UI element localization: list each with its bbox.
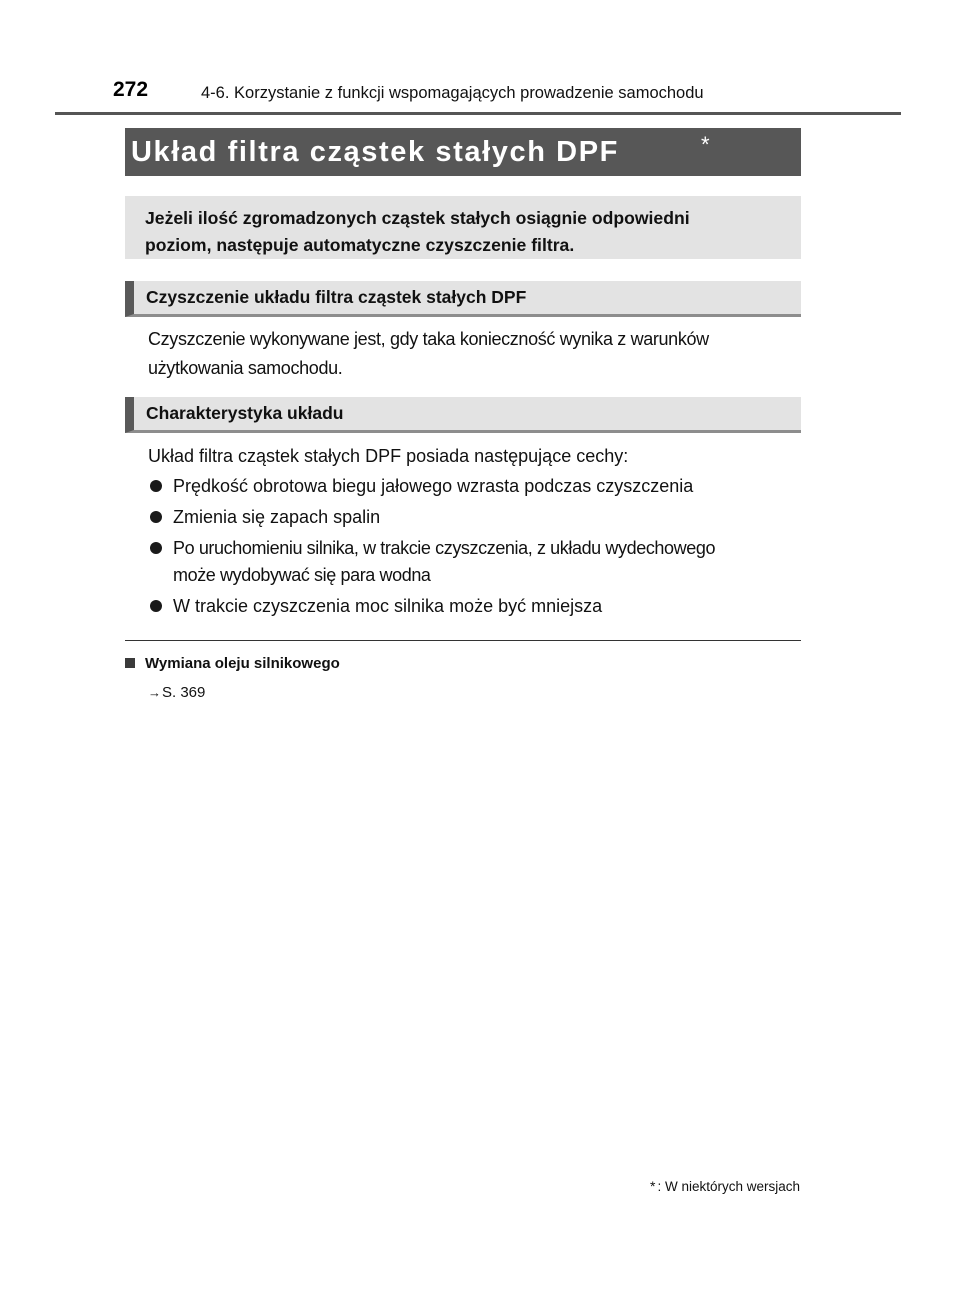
- footnote: [650, 1178, 800, 1194]
- section-text-cleaning: [148, 325, 808, 383]
- list-item-text: Prędkość obrotowa biegu jałowego wzrasta podczas czyszczenia: [173, 476, 694, 496]
- list-item-text: W trakcie czyszczenia moc silnika może być mniejsza: [173, 596, 603, 616]
- note-reference: [148, 684, 205, 701]
- bullet-icon: [150, 600, 162, 612]
- list-item: [148, 504, 818, 531]
- header-rule: [55, 112, 901, 115]
- title-asterisk-icon: *: [701, 132, 710, 157]
- list-item: [148, 593, 818, 620]
- note-reference-page: S. 369: [162, 684, 206, 701]
- feature-list: [148, 473, 818, 624]
- page-title: Układ filtra cząstek stałych DPF: [131, 136, 619, 168]
- arrow-right-icon: →: [148, 685, 161, 700]
- section-heading-cleaning: Czyszczenie układu filtra cząstek stałych DPF: [125, 281, 801, 317]
- summary-box: [125, 196, 801, 259]
- page-title-bar: [125, 128, 801, 176]
- footnote-asterisk-icon: *: [650, 1178, 656, 1194]
- list-item-text-continued: może wydobywać się para wodna: [173, 565, 431, 585]
- section-text-line-2: użytkowania samochodu.: [148, 358, 343, 378]
- square-bullet-icon: [125, 658, 135, 668]
- note-heading-text: Wymiana oleju silnikowego: [145, 655, 340, 672]
- section-intro-characteristics: Układ filtra cząstek stałych DPF posiada następujące cechy:: [148, 446, 629, 466]
- page-number: 272: [113, 78, 149, 101]
- bullet-icon: [150, 480, 162, 492]
- page-header: [113, 78, 903, 110]
- summary-line-1: Jeżeli ilość zgromadzonych cząstek stałych osiągnie odpowiedni: [145, 208, 690, 228]
- footnote-text: : W niektórych wersjach: [657, 1179, 800, 1194]
- summary-line-2: poziom, następuje automatyczne czyszczenie filtra.: [145, 235, 575, 255]
- bullet-icon: [150, 542, 162, 554]
- note-heading: [125, 655, 340, 672]
- list-item: [148, 535, 818, 589]
- section-heading-characteristics: Charakterystyka układu: [125, 397, 801, 433]
- section-text-line-1: Czyszczenie wykonywane jest, gdy taka konieczność wynika z warunków: [148, 329, 709, 349]
- section-path: 4-6. Korzystanie z funkcji wspomagających prowadzenie samochodu: [201, 84, 704, 102]
- section-divider: [125, 640, 801, 641]
- list-item-text: Po uruchomieniu silnika, w trakcie czyszczenia, z układu wydechowego: [173, 538, 716, 558]
- list-item: [148, 473, 818, 500]
- list-item-text: Zmienia się zapach spalin: [173, 507, 381, 527]
- bullet-icon: [150, 511, 162, 523]
